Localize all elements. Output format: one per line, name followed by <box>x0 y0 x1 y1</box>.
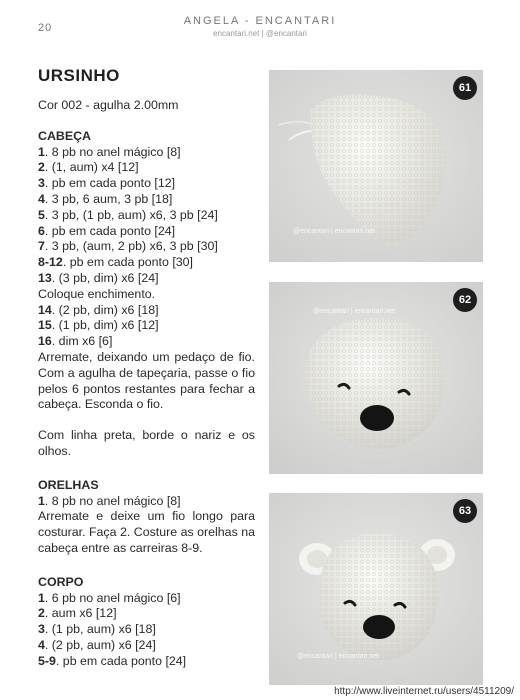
photo-badge: 62 <box>453 288 477 312</box>
photo-head-unstuffed <box>269 70 483 262</box>
pattern-step <box>38 638 255 654</box>
step-number: 4 <box>38 191 45 206</box>
step-list <box>38 303 255 350</box>
pattern-title: URSINHO <box>38 66 120 85</box>
pattern-step <box>38 318 255 334</box>
section-orelhas <box>38 478 255 557</box>
step-text: . 3 pb, (aum, 2 pb) x6, 3 pb [30] <box>44 239 218 254</box>
page-header <box>0 15 520 38</box>
step-text: . pb em cada ponto [30] <box>62 255 194 270</box>
step-text: . 6 pb no anel mágico [6] <box>44 590 181 605</box>
step-text: . 8 pb no anel mágico [8] <box>44 493 181 508</box>
step-text: . (1 pb, aum) x6 [18] <box>44 622 156 637</box>
step-list <box>38 591 255 670</box>
pattern-step <box>38 224 255 240</box>
step-text: . 8 pb no anel mágico [8] <box>44 144 181 159</box>
section-heading: ORELHAS <box>38 477 99 492</box>
pattern-step <box>38 606 255 622</box>
step-text: . 3 pb, 6 aum, 3 pb [18] <box>44 191 173 206</box>
step-number: 7 <box>38 239 45 254</box>
pattern-step <box>38 303 255 319</box>
photo-watermark: @encantari | encantari.net <box>293 228 376 235</box>
step-text: . (2 pb, aum) x6 [24] <box>44 637 156 652</box>
pattern-step <box>38 494 255 510</box>
photo-watermark: @encantari | encantari.net <box>313 308 396 315</box>
step-number: 1 <box>38 144 45 159</box>
step-text: . (2 pb, dim) x6 [18] <box>51 302 159 317</box>
pattern-step <box>38 334 255 350</box>
nose-instructions: Com linha preta, borde o nariz e os olhos. <box>38 428 255 458</box>
pattern-step <box>38 271 255 287</box>
pattern-step <box>38 208 255 224</box>
step-number: 1 <box>38 590 45 605</box>
pattern-step <box>38 622 255 638</box>
step-number: 2 <box>38 606 45 621</box>
step-number: 15 <box>38 318 52 333</box>
step-number: 4 <box>38 637 45 652</box>
section-corpo <box>38 575 255 670</box>
brand-handle: encantari.net | @encantari <box>213 29 307 38</box>
photo-head-face <box>269 282 483 474</box>
photo-badge: 61 <box>453 76 477 100</box>
pattern-step <box>38 160 255 176</box>
pattern-step <box>38 239 255 255</box>
step-text: . (3 pb, dim) x6 [24] <box>51 270 159 285</box>
brand-name: ANGELA - ENCANTARI <box>183 15 337 27</box>
step-text: . 3 pb, (1 pb, aum) x6, 3 pb [24] <box>44 207 218 222</box>
pattern-step <box>38 654 255 670</box>
page-number: 20 <box>38 22 53 34</box>
pattern-step <box>38 192 255 208</box>
step-text: . pb em cada ponto [24] <box>55 653 187 668</box>
pattern-subtitle: Cor 002 - agulha 2.00mm <box>38 98 179 112</box>
step-number: 3 <box>38 622 45 637</box>
step-number: 1 <box>38 493 45 508</box>
step-list <box>38 494 255 510</box>
step-number: 14 <box>38 302 52 317</box>
finish-instructions: Arremate e deixe um fio longo para costurar. Faça 2. Costure as orelhas na cabeça entre as carreiras 8-9. <box>38 509 255 555</box>
step-text: . dim x6 [6] <box>51 334 113 349</box>
step-number: 5 <box>38 207 45 222</box>
photo-badge: 63 <box>453 499 477 523</box>
step-text: . aum x6 [12] <box>44 606 117 621</box>
photo-watermark: @encantari | encantari.net <box>297 653 380 660</box>
step-text: . (1, aum) x4 [12] <box>44 160 139 175</box>
step-number: 3 <box>38 176 45 191</box>
section-cabeca <box>38 129 255 460</box>
finish-instructions: Arremate, deixando um pedaço de fio. Com a agulha de tapeçaria, passe o fio pelos 6 pontos restantes para fechar a cabeça. Esconda o fio. <box>38 349 255 412</box>
step-number: 5-9 <box>38 653 56 668</box>
step-number: 13 <box>38 270 52 285</box>
step-number: 2 <box>38 160 45 175</box>
pattern-step <box>38 176 255 192</box>
step-number: 8-12 <box>38 255 63 270</box>
pattern-text-column <box>38 66 255 688</box>
step-text: . pb em cada ponto [24] <box>44 223 176 238</box>
pattern-step <box>38 255 255 271</box>
footer-url[interactable]: http://www.liveinternet.ru/users/4511209/ <box>334 686 514 697</box>
stuffing-note: Coloque enchimento. <box>38 286 156 301</box>
step-text: . pb em cada ponto [12] <box>44 176 176 191</box>
step-number: 16 <box>38 334 52 349</box>
photo-head-ears <box>269 493 483 685</box>
step-text: . (1 pb, dim) x6 [12] <box>51 318 159 333</box>
pattern-step <box>38 591 255 607</box>
section-heading: CABEÇA <box>38 128 92 143</box>
section-heading: CORPO <box>38 574 84 589</box>
step-list <box>38 145 255 287</box>
pattern-step <box>38 145 255 161</box>
step-number: 6 <box>38 223 45 238</box>
